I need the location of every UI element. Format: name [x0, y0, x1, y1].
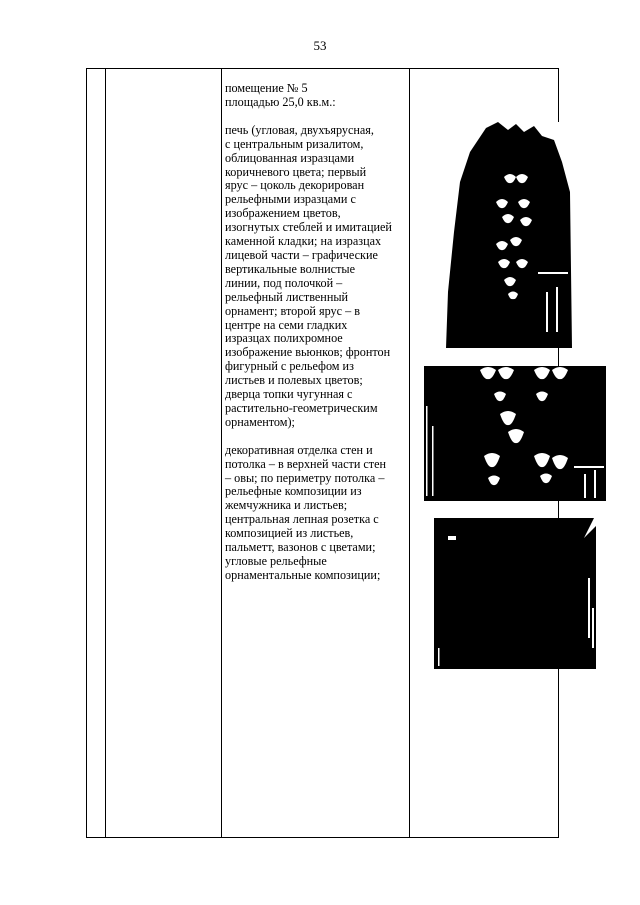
- item-line: печь (угловая, двухъярусная,: [225, 122, 374, 137]
- item-line: с центральным ризалитом,: [225, 136, 364, 151]
- item-line: декоративная отделка стен и: [225, 442, 373, 457]
- item-line: орнаментальные композиции;: [225, 567, 381, 582]
- column-divider-3: [409, 69, 410, 837]
- item-line: рельефными изразцами с: [225, 192, 356, 207]
- item-line: растительно-геометрическим: [225, 400, 378, 415]
- item-line: дверца топки чугунная с: [225, 387, 353, 402]
- item-line: лицевой части – графические: [225, 247, 378, 262]
- item-line: центре на семи гладких: [225, 317, 348, 332]
- description-cell: [225, 82, 397, 583]
- item-line: рельефные композиции из: [225, 484, 362, 499]
- item-line: линии, под полочкой –: [225, 275, 343, 290]
- stove-photo-1: [446, 122, 576, 348]
- item-line: изображением цветов,: [225, 206, 341, 221]
- room-area: площадью 25,0 кв.м.:: [225, 94, 336, 109]
- item-line: листьев и полевых цветов;: [225, 373, 363, 388]
- item-line: орнаментом);: [225, 414, 295, 429]
- item-line: угловые рельефные: [225, 554, 327, 568]
- item-line: орнамент; второй ярус – в: [225, 303, 360, 318]
- item-line: потолка – в верхней части стен: [225, 456, 387, 471]
- item-wall-decoration: [225, 444, 397, 583]
- stove-photo-2: [424, 366, 606, 501]
- item-line: облицованная изразцами: [225, 150, 355, 165]
- item-line: изображение вьюнков; фронтон: [225, 345, 391, 360]
- item-line: – овы; по периметру потолка –: [225, 470, 385, 485]
- item-line: пальметт, вазонов с цветами;: [225, 540, 376, 555]
- item-line: изогнутых стеблей и имитацией: [225, 220, 392, 235]
- room-title: помещение № 5: [225, 81, 308, 95]
- item-line: композицией из листьев,: [225, 526, 354, 541]
- item-stove: [225, 124, 397, 430]
- page-number: 53: [313, 38, 327, 53]
- item-line: вертикальные волнистые: [225, 261, 355, 276]
- item-line: рельефный лиственный: [225, 289, 349, 304]
- column-divider-1: [105, 69, 106, 837]
- column-divider-2: [221, 69, 222, 837]
- stove-photo-3: [434, 518, 596, 669]
- item-line: ярус – цоколь декорирован: [225, 178, 365, 193]
- item-line: жемчужника и листьев;: [225, 498, 348, 513]
- item-line: каменной кладки; на изразцах: [225, 234, 382, 249]
- item-line: изразцах полихромное: [225, 331, 343, 346]
- item-line: фигурный с рельефом из: [225, 359, 354, 374]
- item-line: центральная лепная розетка с: [225, 512, 379, 527]
- item-line: коричневого цвета; первый: [225, 164, 367, 179]
